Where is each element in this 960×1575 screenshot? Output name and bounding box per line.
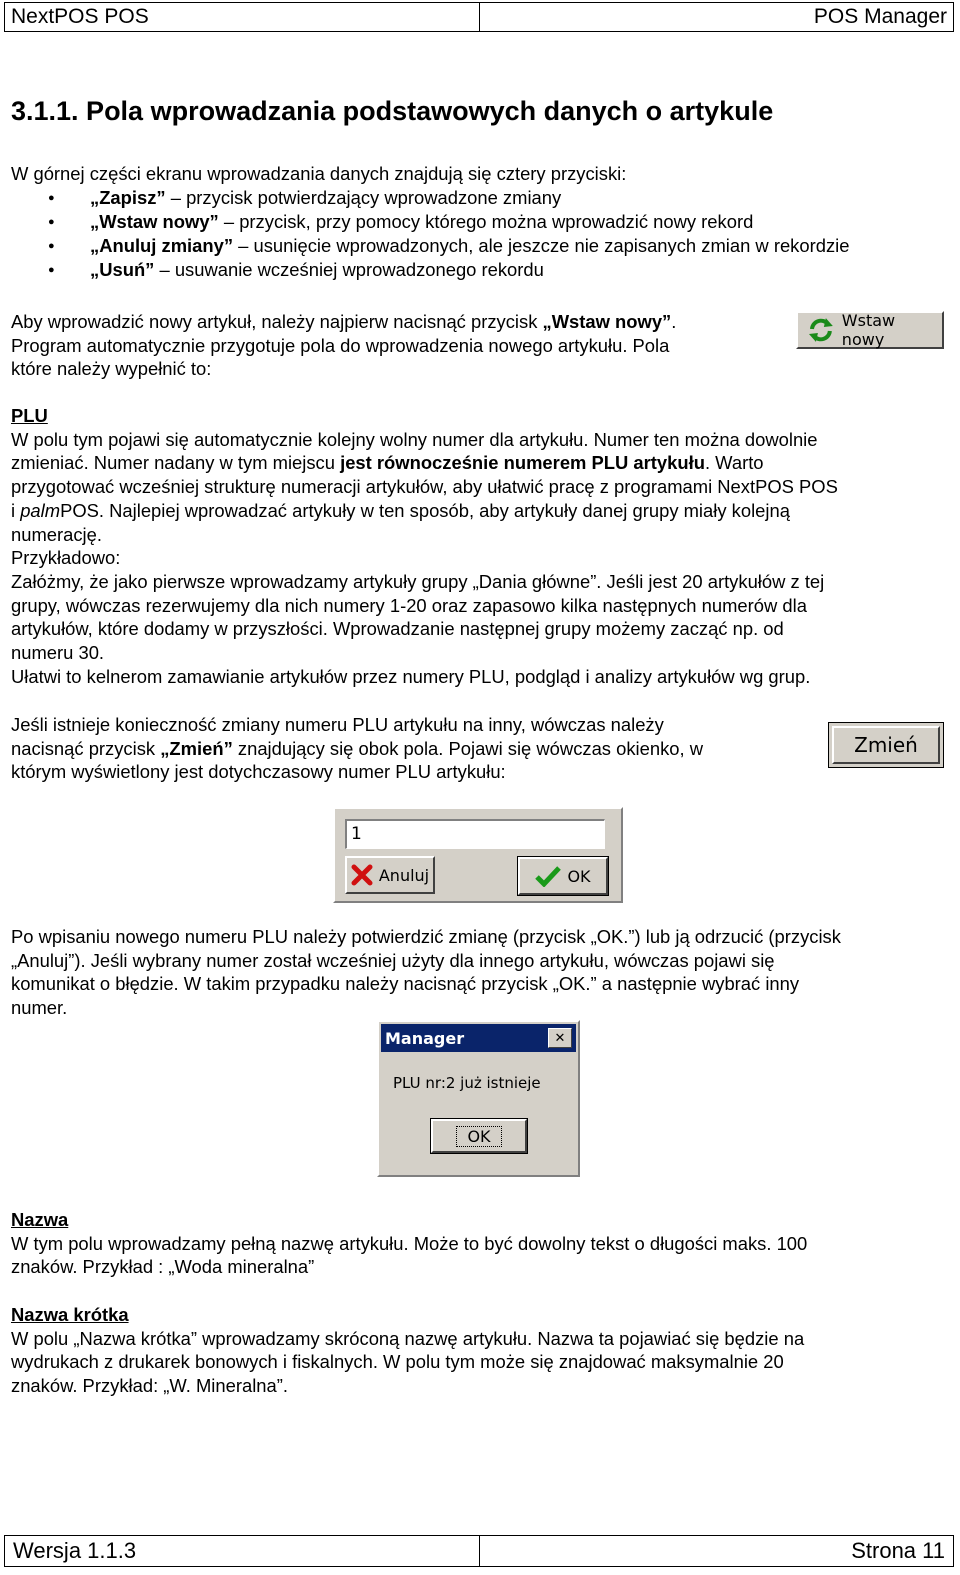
button-list	[48, 186, 849, 282]
error-message: PLU nr:2 już istnieje	[393, 1074, 541, 1092]
plu-dialog	[333, 807, 623, 903]
header-right: POS Manager	[479, 3, 954, 31]
list-item: ● „Wstaw nowy” – przycisk, przy pomocy którego można wprowadzić nowy rekord	[48, 210, 849, 234]
nazwa-krotka-section: Nazwa krótka W polu „Nazwa krótka” wprowadzamy skróconą nazwę artykułu. Nazwa ta pojawiać się będzie na wydrukach z drukarek bonowych i fiskalnych. W polu tym może się znajdować maksymalnie 20 znaków. Przykład: „W. Mineralna”.	[11, 1304, 805, 1397]
checkmark-icon	[535, 865, 561, 887]
error-ok-button[interactable]: OK	[431, 1119, 527, 1153]
change-button-label: Zmień	[854, 733, 918, 757]
ok-button-frame	[517, 856, 609, 896]
dialog-title: Manager	[385, 1028, 465, 1048]
error-dialog	[377, 1020, 580, 1177]
close-icon[interactable]: ✕	[548, 1028, 572, 1048]
plu-title: PLU	[11, 405, 48, 426]
page-footer	[4, 1535, 954, 1567]
nazwa-krotka-title: Nazwa krótka	[11, 1304, 129, 1325]
list-item: ● „Zapisz” – przycisk potwierdzający wprowadzone zmiany	[48, 186, 849, 210]
insert-new-label: Wstaw nowy	[841, 311, 896, 349]
footer-page: Strona 11	[479, 1536, 954, 1566]
new-item-paragraph: Aby wprowadzić nowy artykuł, należy najpierw nacisnąć przycisk „Wstaw nowy”. Program automatycznie przygotuje pola do wprowadzenia nowego artykułu. Pola które należy wypełnić to:	[11, 311, 677, 380]
after-paragraph: Po wpisaniu nowego numeru PLU należy potwierdzić zmianę (przycisk „OK.”) lub ją odrzucić (przycisk „Anuluj”). Jeśli wybrany numer został wcześniej użyty dla innego artykułu, wówczas pojawi się komunikat o błędzie. W takim przypadku należy nacisnąć przycisk „OK.” a następnie wybrać inny numer.	[11, 926, 841, 1019]
ok-button[interactable]: OK	[518, 857, 608, 895]
cancel-button[interactable]: Anuluj	[345, 856, 435, 894]
section-heading: 3.1.1. Pola wprowadzania podstawowych danych o artykule	[11, 96, 774, 126]
plu-section: PLU W polu tym pojawi się automatycznie kolejny wolny numer dla artykułu. Numer ten można dowolnie zmieniać. Numer nadany w tym miejscu jest równocześnie numerem PLU artykułu. Warto przygotować wcześniej strukturę numeracji artykułów, aby ułatwić pracę z programami NextPOS POS i palmPOS. Najlepiej wprowadzać artykuły w ten sposób, aby artykuły danej grupy miały kolejną numerację. Przykładowo: Załóżmy, że jako pierwsze wprowadzamy artykuły grupy „Dania główne”. Jeśli jest 20 artykułów z tej grupy, wówczas rezerwujemy dla nich numery 1-20 oraz zapasowo kilka następnych numerów dla artykułów, które dodamy w przyszłości. Wprowadzanie następnej grupy możemy zacząć np. od numeru 30. Ułatwi to kelnerom zamawianie artykułów przez numery PLU, podgląd i analizy artykułów wg grup.	[11, 405, 838, 687]
change-button[interactable]	[828, 722, 944, 768]
red-x-icon	[351, 864, 373, 886]
change-paragraph: Jeśli istnieje konieczność zmiany numeru PLU artykułu na inny, wówczas należy nacisnąć przycisk „Zmień” znajdujący się obok pola. Pojawi się wówczas okienko, w którym wyświetlony jest dotychczasowy numer PLU artykułu:	[11, 714, 703, 783]
dialog-titlebar	[381, 1024, 576, 1052]
header-left: NextPOS POS	[11, 5, 149, 28]
insert-new-button[interactable]	[796, 311, 944, 349]
nazwa-title: Nazwa	[11, 1209, 69, 1230]
refresh-icon	[806, 317, 836, 343]
plu-number-input[interactable]: 1	[345, 819, 605, 849]
page-header	[4, 2, 954, 32]
footer-version: Wersja 1.1.3	[13, 1538, 137, 1563]
nazwa-section: Nazwa W tym polu wprowadzamy pełną nazwę artykułu. Może to być dowolny tekst o długości maks. 100 znaków. Przykład : „Woda mineralna”	[11, 1209, 808, 1278]
intro-text: W górnej części ekranu wprowadzania danych znajdują się cztery przyciski:	[11, 163, 627, 184]
error-ok-frame	[430, 1118, 528, 1154]
list-item: ● „Usuń” – usuwanie wcześniej wprowadzonego rekordu	[48, 258, 849, 282]
list-item: ● „Anuluj zmiany” – usunięcie wprowadzonych, ale jeszcze nie zapisanych zmian w rekordzie	[48, 234, 849, 258]
